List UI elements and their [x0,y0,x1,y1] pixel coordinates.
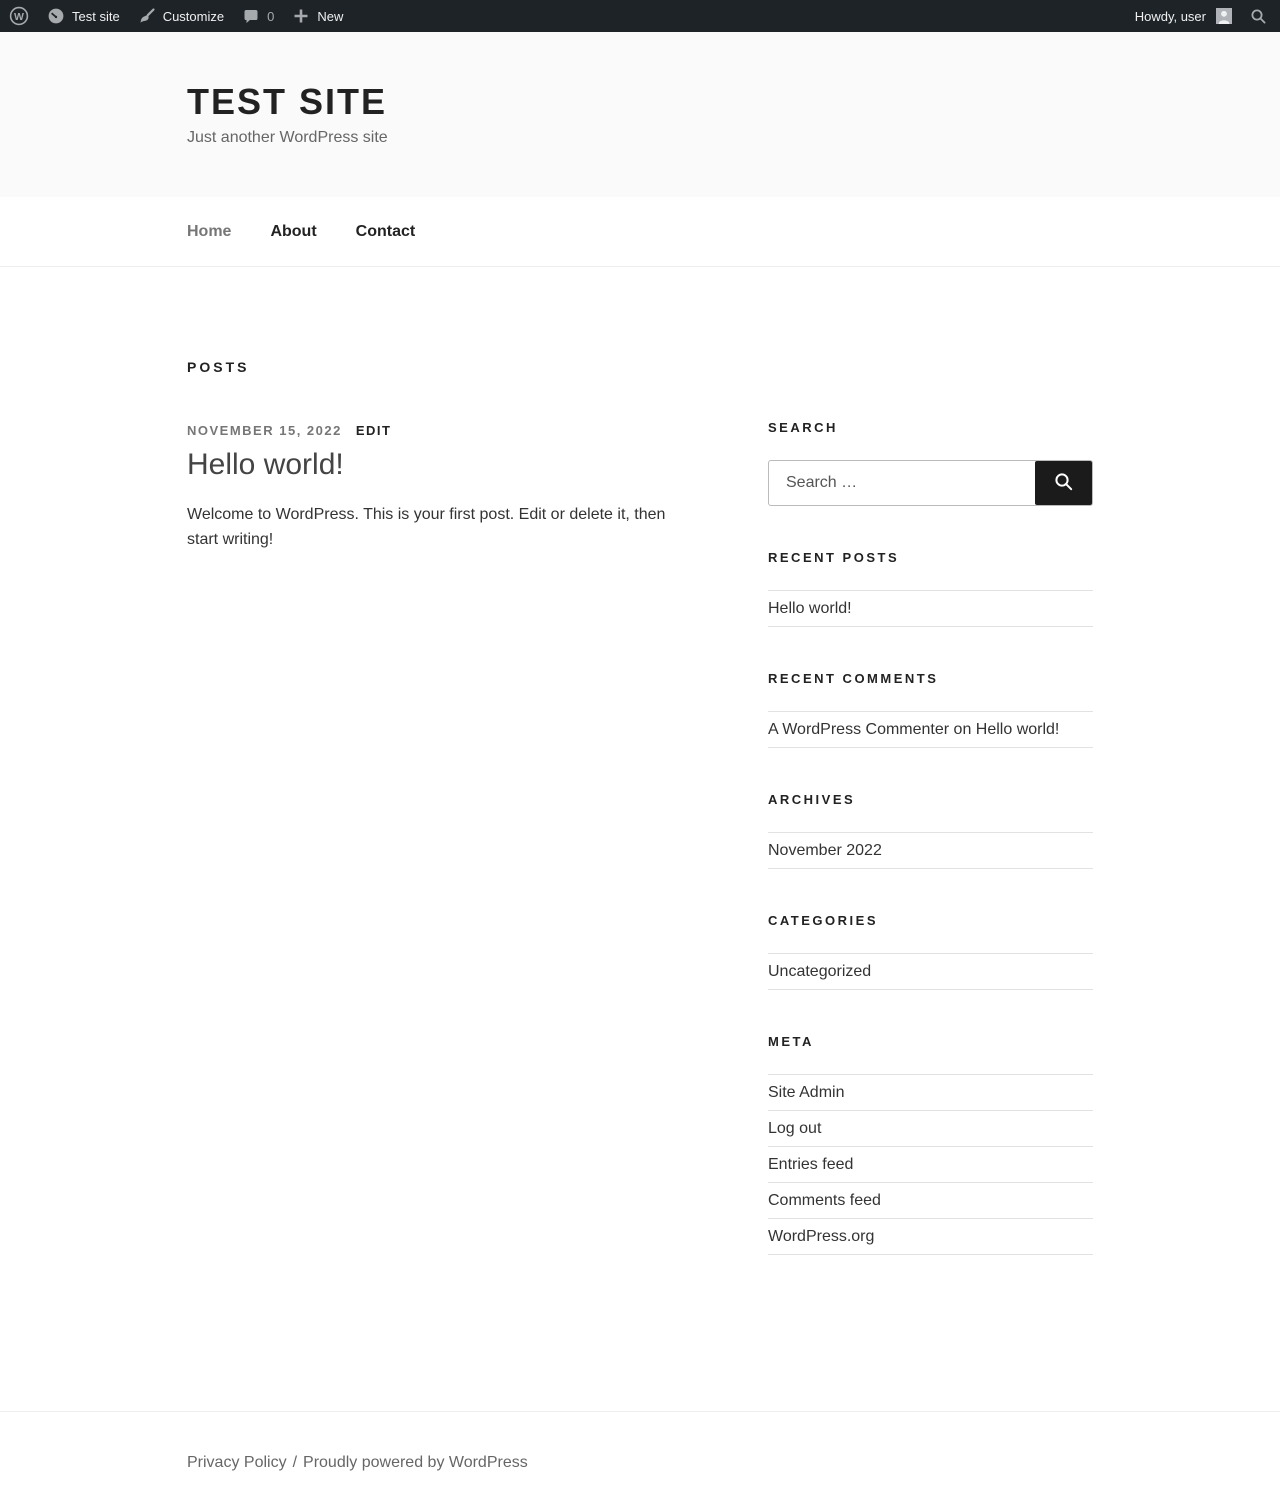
search-icon [1250,8,1267,25]
nav-item-contact[interactable]: Contact [355,222,416,240]
admin-bar-right [1126,0,1280,32]
nav-item-about[interactable]: About [270,222,317,240]
meta-log-out-link[interactable]: Log out [768,1120,822,1137]
primary-navigation [0,197,1280,267]
categories-list [768,953,1093,990]
list-item [768,833,1093,869]
comment-post-link[interactable]: Hello world! [975,721,1060,738]
svg-text:W: W [14,11,24,23]
admin-bar-site-name-label: Test site [72,8,120,24]
main-column [187,359,682,1299]
list-item [768,1147,1093,1183]
admin-bar-new[interactable] [283,0,352,32]
sidebar [768,420,1093,1299]
meta-wordpress-org-link[interactable]: WordPress.org [768,1228,875,1245]
search-submit-button[interactable] [1035,461,1092,505]
admin-bar-site-name[interactable] [38,0,129,32]
admin-bar-customize-label: Customize [162,8,225,24]
wordpress-logo-icon [9,6,29,26]
list-item [768,1111,1093,1147]
recent-post-link[interactable]: Hello world! [768,600,852,617]
recent-posts-title: RECENT POSTS [768,550,900,565]
recent-posts-list [768,590,1093,627]
meta-site-admin-link[interactable]: Site Admin [768,1084,845,1101]
site-title[interactable]: TEST SITE [187,81,388,122]
dashboard-gauge-icon [47,7,65,25]
site-tagline: Just another WordPress site [187,129,388,146]
admin-bar [0,0,1280,32]
archives-widget [768,792,1093,869]
post-excerpt: Welcome to WordPress. This is your first post. Edit or delete it, then start writing! [187,506,666,548]
recent-posts-widget [768,550,1093,627]
site-header [0,32,1280,197]
archives-list [768,832,1093,869]
category-link[interactable]: Uncategorized [768,963,872,980]
admin-bar-comments-count: 0 [267,8,275,24]
list-item [768,712,1093,748]
meta-entries-feed-link[interactable]: Entries feed [768,1156,854,1173]
admin-bar-comments[interactable] [233,0,283,32]
post-meta [187,423,682,438]
admin-bar-howdy-label: Howdy, user [1134,8,1206,24]
recent-comments-title: RECENT COMMENTS [768,671,939,686]
archives-title: ARCHIVES [768,792,856,807]
site-footer [0,1411,1280,1510]
customize-brush-icon [138,7,156,25]
comment-author-link[interactable]: A WordPress Commenter [768,721,950,738]
admin-bar-left [0,0,352,32]
comments-bubble-icon [242,7,260,25]
site-content [187,267,1093,1411]
post-edit-link[interactable]: EDIT [355,423,392,438]
comment-connector: on [949,721,976,738]
admin-bar-search-button[interactable] [1241,0,1276,32]
admin-bar-new-label: New [317,8,344,24]
meta-comments-feed-link[interactable]: Comments feed [768,1192,881,1209]
meta-title: META [768,1034,814,1049]
plus-icon [292,7,310,25]
recent-comments-widget [768,671,1093,748]
footer-separator: / [292,1454,298,1471]
search-icon [1053,471,1075,496]
powered-by-link[interactable]: Proudly powered by WordPress [303,1454,528,1471]
post-date-link[interactable]: NOVEMBER 15, 2022 [187,423,342,438]
search-widget [768,420,1093,506]
user-avatar [1216,8,1232,24]
search-widget-title: SEARCH [768,420,838,435]
archive-link[interactable]: November 2022 [768,842,882,859]
search-form [768,460,1093,506]
post-article [187,423,682,552]
list-item [768,1219,1093,1255]
recent-comments-list [768,711,1093,748]
categories-title: CATEGORIES [768,913,878,928]
nav-item-home[interactable]: Home [187,222,232,240]
categories-widget [768,913,1093,990]
list-item [768,591,1093,627]
privacy-policy-link[interactable]: Privacy Policy [187,1454,287,1471]
wordpress-logo-menu[interactable] [0,0,38,32]
list-item [768,954,1093,990]
meta-widget [768,1034,1093,1255]
list-item [768,1075,1093,1111]
meta-list [768,1074,1093,1255]
page-title: POSTS [187,359,250,375]
admin-bar-customize[interactable] [129,0,233,32]
admin-bar-account-menu[interactable] [1126,0,1241,32]
post-title-link[interactable]: Hello world! [187,448,344,481]
list-item [768,1183,1093,1219]
